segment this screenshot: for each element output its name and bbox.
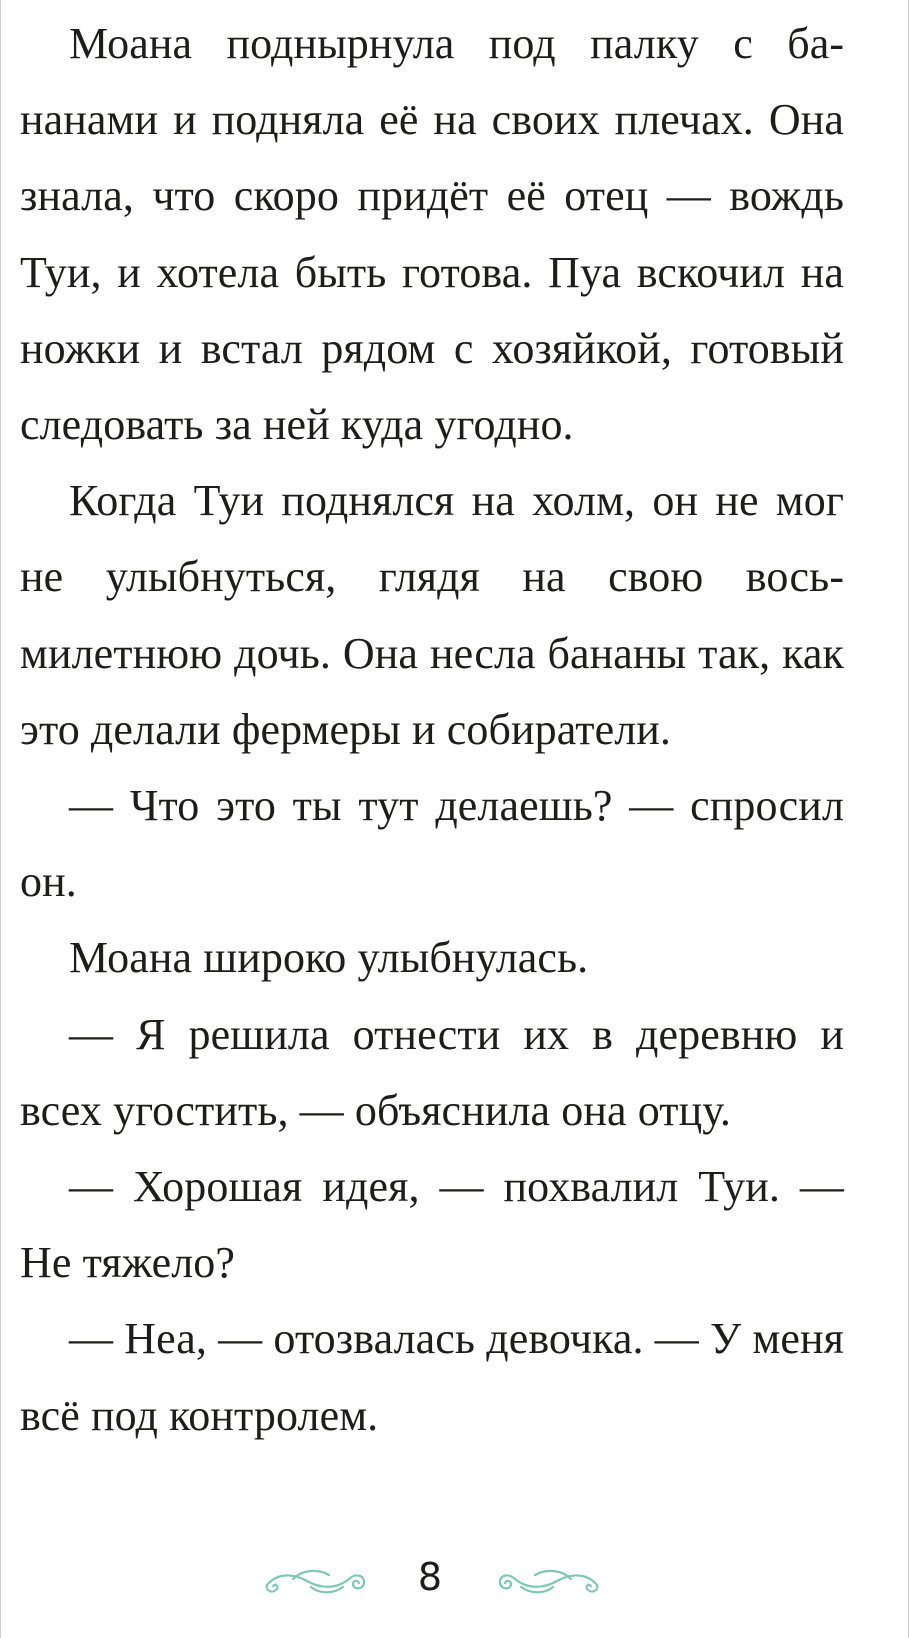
paragraph: — Что это ты тут делаешь? — спросил он. [20, 781, 844, 907]
swirl-ornament-icon [263, 1559, 373, 1599]
paragraph: — Я решила отнести их в деревню и всех угостить, — объяснила она отцу. [20, 1009, 844, 1135]
paragraph: — Хорошая идея, — похвалил Туи. — Не тяжело? [20, 1162, 844, 1288]
page-footer [1, 1545, 909, 1615]
paragraph: Когда Туи поднялся на холм, он не мог не улыбнуться, глядя на свою восьмилетнюю дочь. Она несла бананы так, как это делали фермеры и собиратели. [20, 476, 844, 754]
page-number: 8 [417, 1555, 443, 1599]
page-text [20, 6, 844, 1454]
paragraph: Моана широко улыбнулась. [69, 933, 589, 983]
paragraph: Моана поднырнула под палку с бананами и подняла её на своих плечах. Она знала, что скоро придёт её отец — вождь Туи, и хотела быть готова. Пуа вскочил на ножки и встал рядом с хозяйкой, готовый следовать за ней куда угодно. [20, 19, 844, 450]
swirl-ornament-icon [491, 1559, 601, 1599]
paragraph: — Неа, — отозвалась девочка. — У меня всё под контролем. [20, 1314, 844, 1440]
